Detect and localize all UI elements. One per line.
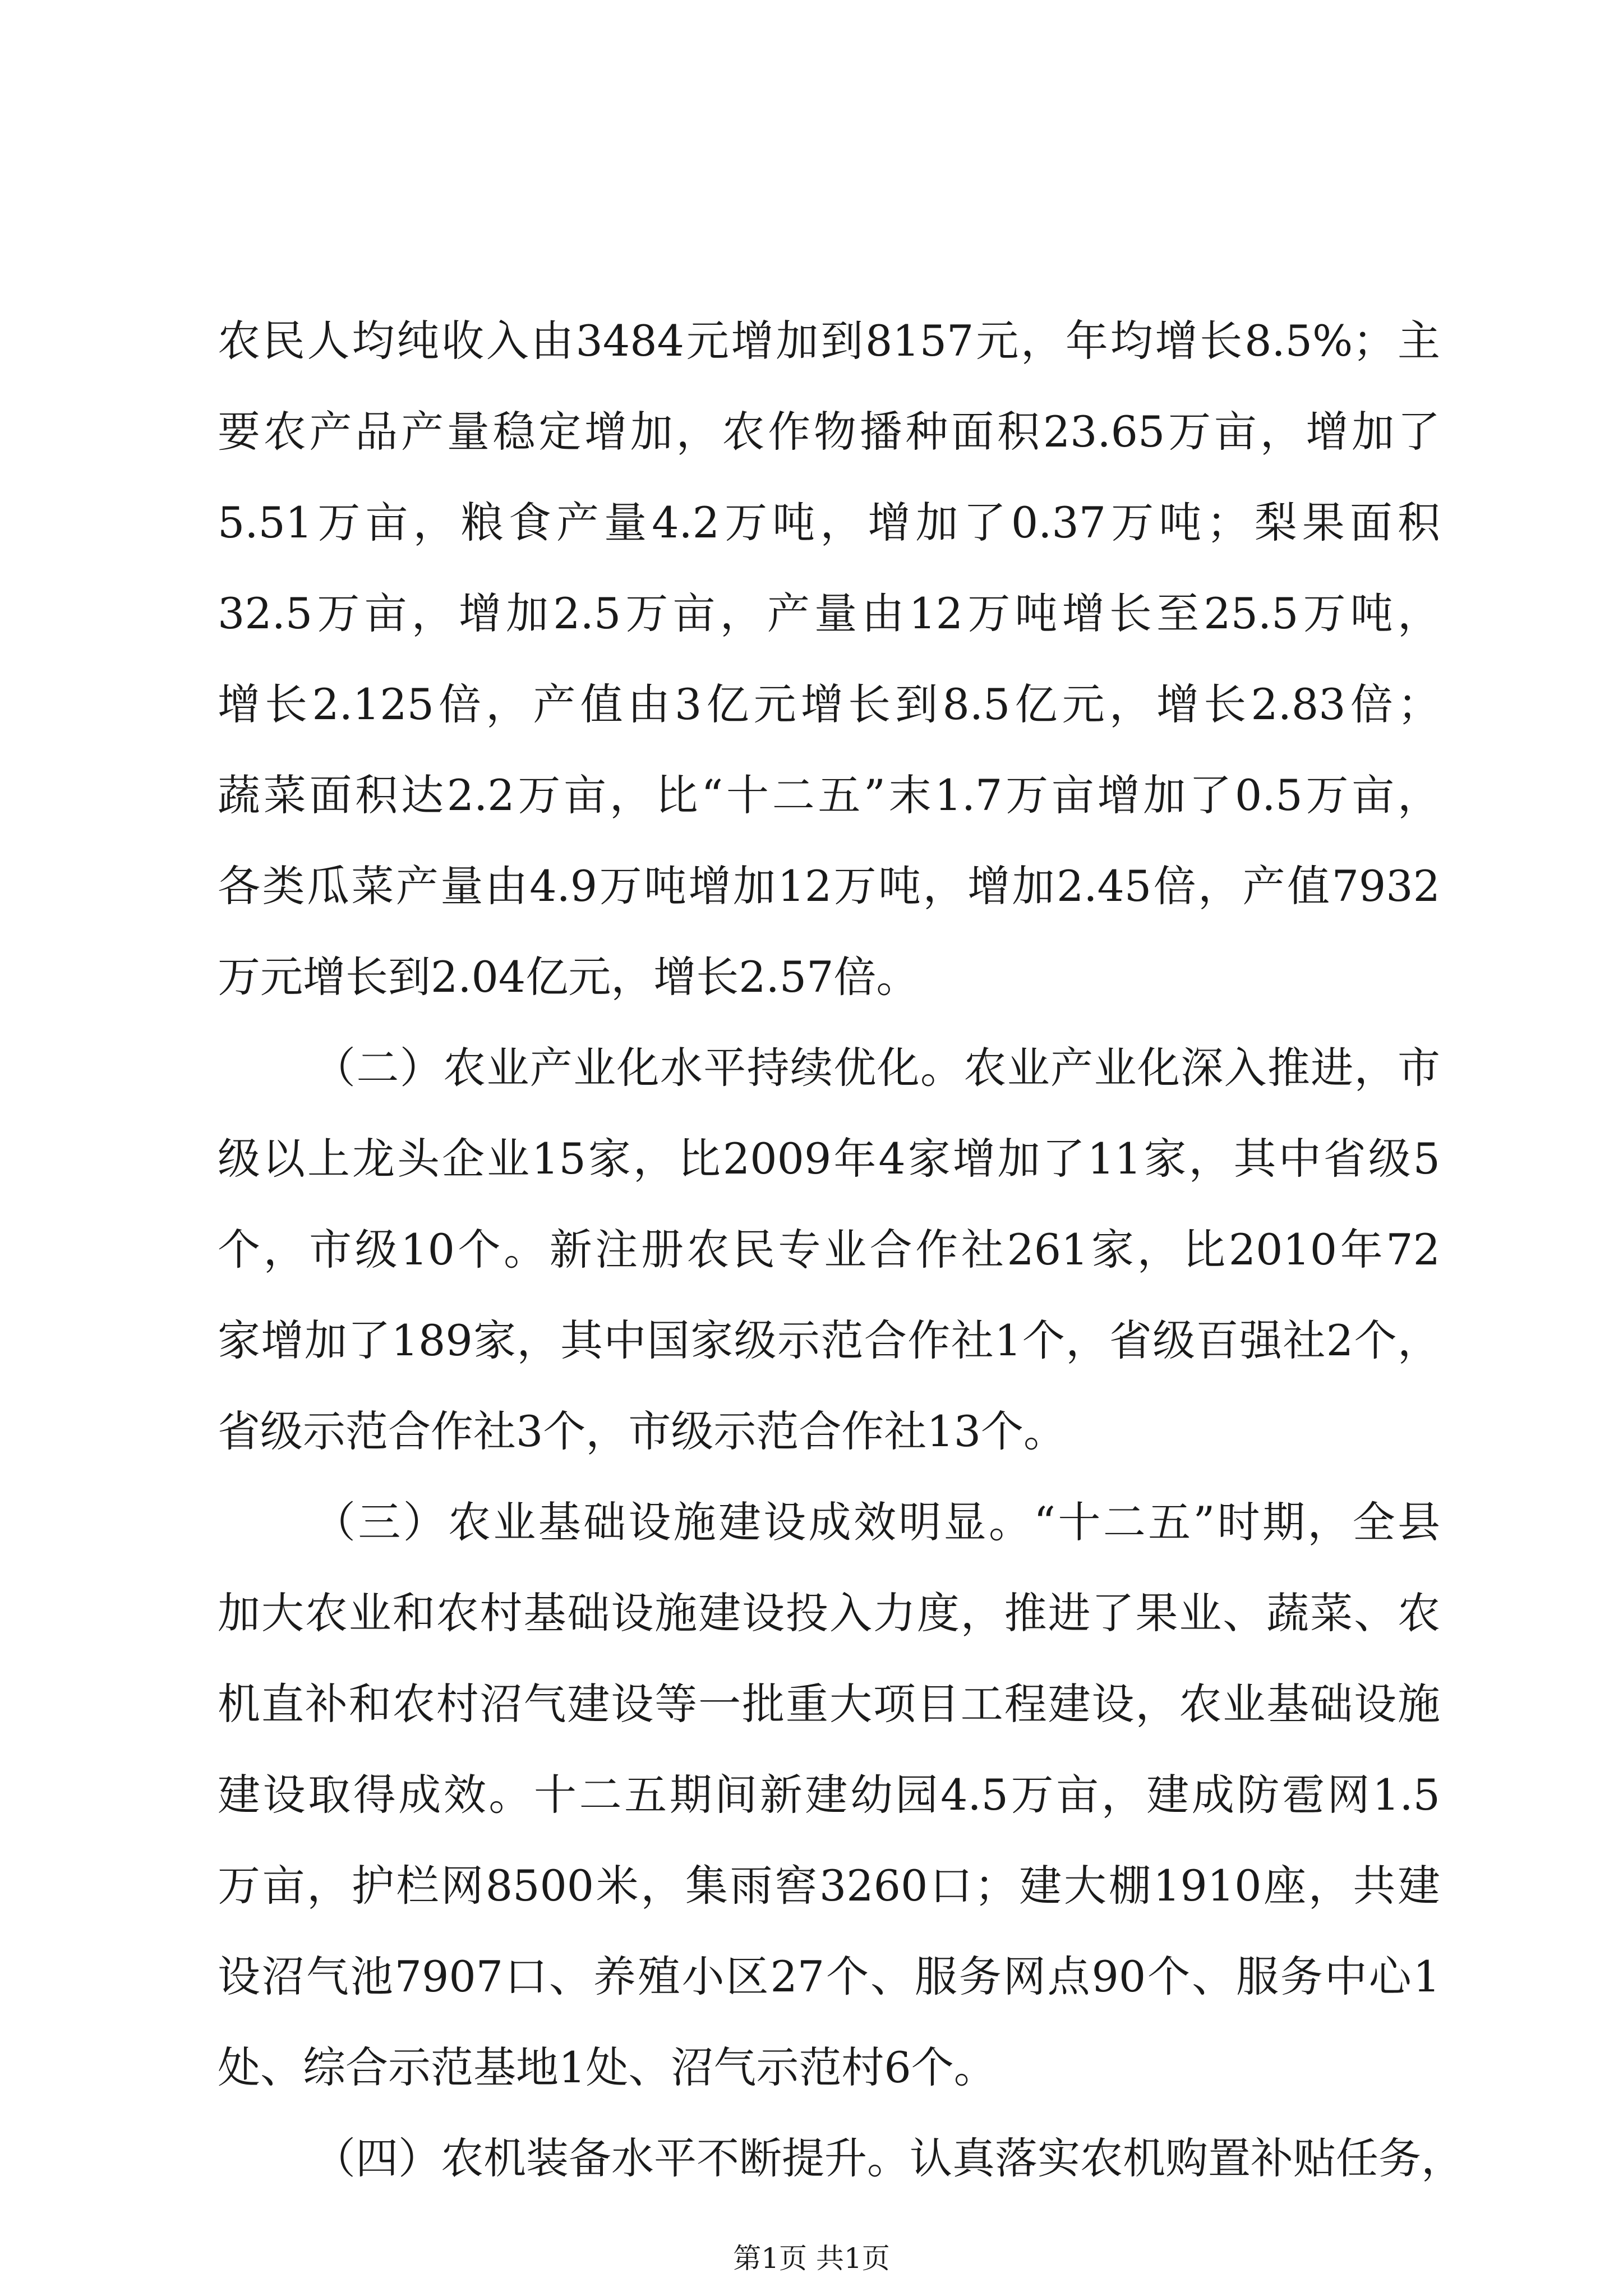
paragraph-2-line-2: 级以上龙头企业15家，比2009年4家增加了11家，其中省级5 — [218, 1134, 1440, 1184]
paragraph-1-line-2: 要农产品产量稳定增加，农作物播种面积23.65万亩，增加了 — [218, 407, 1440, 457]
paragraph-1-line-1: 农民人均纯收入由3484元增加到8157元，年均增长8.5%；主 — [218, 316, 1440, 366]
paragraph-1-line-3: 5.51万亩，粮食产量4.2万吨，增加了0.37万吨；梨果面积 — [218, 498, 1440, 547]
paragraph-3-line-7: 处、综合示范基地1处、沼气示范村6个。 — [218, 2042, 997, 2092]
paragraph-3-line-5: 万亩，护栏网8500米，集雨窖3260口；建大棚1910座，共建 — [218, 1861, 1440, 1911]
paragraph-2-line-5: 省级示范合作社3个，市级示范合作社13个。 — [218, 1406, 1067, 1456]
paragraph-2-line-3: 个，市级10个。新注册农民专业合作社261家，比2010年72 — [218, 1225, 1440, 1274]
paragraph-3-line-4: 建设取得成效。十二五期间新建幼园4.5万亩，建成防雹网1.5 — [218, 1770, 1440, 1820]
paragraph-1-line-6: 蔬菜面积达2.2万亩，比“十二五”末1.7万亩增加了0.5万亩， — [218, 770, 1440, 820]
paragraph-1-line-7: 各类瓜菜产量由4.9万吨增加12万吨，增加2.45倍，产值7932 — [218, 861, 1440, 911]
paragraph-1-line-4: 32.5万亩，增加2.5万亩，产量由12万吨增长至25.5万吨， — [218, 588, 1440, 638]
paragraph-1-line-5: 增长2.125倍，产值由3亿元增长到8.5亿元，增长2.83倍； — [218, 679, 1440, 729]
page-footer: 第1页 共1页 — [733, 2242, 890, 2275]
paragraph-3-line-1: （三）农业基础设施建设成效明显。“十二五”时期，全县 — [313, 1497, 1440, 1547]
paragraph-4-line-1: （四）农机装备水平不断提升。认真落实农机购置补贴任务， — [313, 2133, 1464, 2183]
paragraph-2-line-4: 家增加了189家，其中国家级示范合作社1个，省级百强社2个， — [218, 1315, 1440, 1365]
paragraph-2-line-1: （二）农业产业化水平持续优化。农业产业化深入推进，市 — [313, 1043, 1440, 1093]
paragraph-1-line-8: 万元增长到2.04亿元，增长2.57倍。 — [218, 952, 919, 1002]
paragraph-3-line-3: 机直补和农村沼气建设等一批重大项目工程建设，农业基础设施 — [218, 1679, 1440, 1729]
paragraph-3-line-6: 设沼气池7907口、养殖小区27个、服务网点90个、服务中心1 — [218, 1952, 1440, 2001]
paragraph-3-line-2: 加大农业和农村基础设施建设投入力度，推进了果业、蔬菜、农 — [218, 1588, 1440, 1638]
